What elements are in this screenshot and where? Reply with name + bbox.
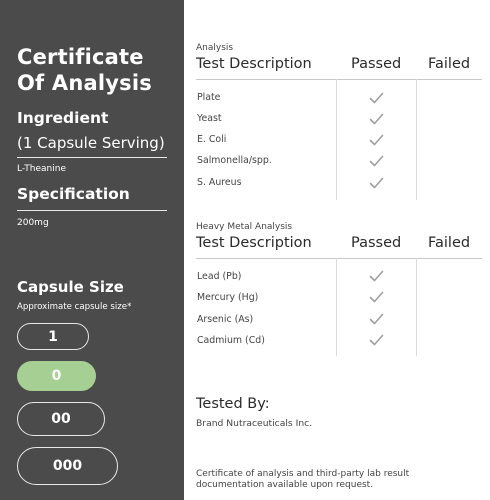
table-row-label: Salmonella/spp. [197, 155, 272, 166]
check-icon [369, 177, 384, 189]
page-title: Certificate Of Analysis [17, 45, 152, 95]
capsule-size-heading: Capsule Size [17, 278, 124, 296]
ingredient-value: L-Theanine [17, 164, 66, 174]
capsule-size-1-option[interactable] [17, 323, 89, 350]
tested-by-heading: Tested By: [196, 396, 270, 412]
capsule-size-label: 0 [51, 368, 62, 384]
table-row-label: Cadmium (Cd) [197, 335, 265, 346]
analysis-header-failed: Failed [428, 56, 471, 72]
analysis-header-test: Test Description [196, 56, 312, 72]
capsule-size-0-option[interactable] [17, 361, 96, 391]
left-panel [0, 0, 184, 500]
table-row-label: Plate [197, 92, 221, 103]
capsule-size-label: 1 [48, 328, 58, 345]
divider [17, 210, 167, 211]
table-row-label: Yeast [197, 113, 222, 124]
analysis-section-label: Analysis [196, 43, 234, 53]
ingredient-heading: Ingredient [17, 109, 109, 127]
check-icon [369, 92, 384, 104]
specification-heading: Specification [17, 185, 130, 203]
specification-value: 200mg [17, 218, 49, 228]
capsule-size-label: 000 [52, 458, 83, 474]
column-divider [416, 258, 417, 356]
table-divider [196, 258, 482, 259]
divider [17, 157, 167, 158]
table-row-label: S. Aureus [197, 177, 242, 188]
heavy-metal-header-failed: Failed [428, 235, 471, 251]
check-icon [369, 270, 384, 282]
table-row-label: Lead (Pb) [197, 271, 242, 282]
check-icon [369, 155, 384, 167]
table-row-label: E. Coli [197, 134, 227, 145]
analysis-header-passed: Passed [351, 56, 402, 72]
heavy-metal-header-test: Test Description [196, 235, 312, 251]
column-divider [336, 79, 337, 200]
heavy-metal-header-passed: Passed [351, 235, 402, 251]
capsule-size-label: 00 [51, 411, 71, 427]
check-icon [369, 134, 384, 146]
table-row-label: Mercury (Hg) [197, 292, 259, 303]
check-icon [369, 334, 384, 346]
tested-by-value: Brand Nutraceuticals Inc. [196, 418, 313, 429]
check-icon [369, 313, 384, 325]
check-icon [369, 291, 384, 303]
serving-label: (1 Capsule Serving) [17, 134, 165, 152]
capsule-size-00-option[interactable] [17, 402, 105, 436]
footnote: Certificate of analysis and third-party lab result documentation available upon request. [196, 469, 410, 490]
heavy-metal-section-label: Heavy Metal Analysis [196, 222, 293, 232]
table-row-label: Arsenic (As) [197, 314, 254, 325]
column-divider [336, 258, 337, 356]
capsule-size-000-option[interactable] [17, 447, 118, 485]
table-divider [196, 79, 482, 80]
capsule-size-subtitle: Approximate capsule size* [17, 302, 132, 312]
column-divider [416, 79, 417, 200]
check-icon [369, 113, 384, 125]
